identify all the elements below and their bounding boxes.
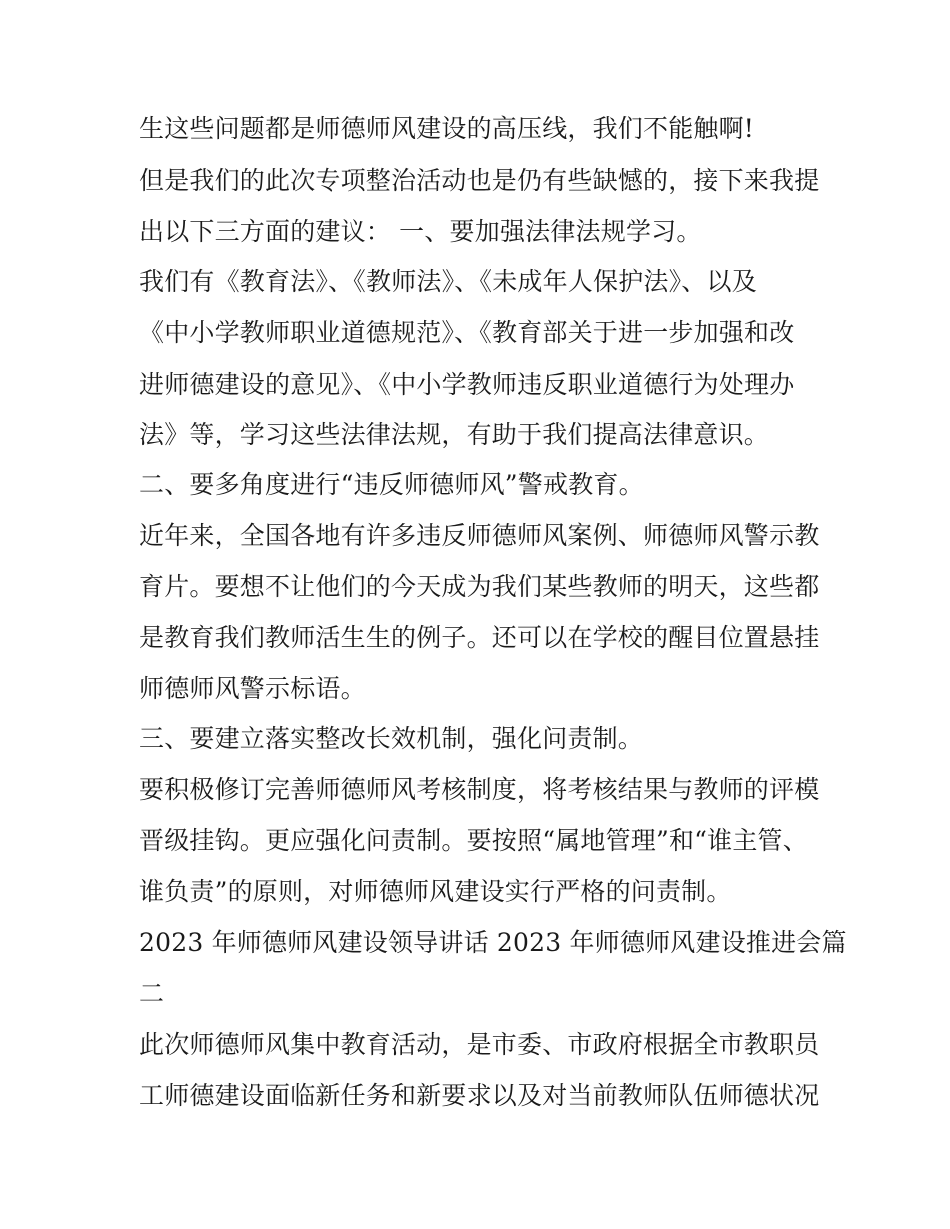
text-line: 进师德建设的意见》、《中小学教师违反职业道德行为处理办	[139, 370, 795, 399]
section-heading: 二、要多角度进行“违反师德师风”警戒教育。	[139, 470, 644, 499]
text-line: 谁负责”的原则，对师德师风建设实行严格的问责制。	[139, 877, 732, 906]
text-line: 2023 年师德师风建设领导讲话 2023 年师德师风建设推进会篇	[139, 928, 847, 957]
text-line: 近年来，全国各地有许多违反师德师风案例、师德师风警示教	[139, 521, 820, 550]
text-line: 晋级挂钩。更应强化问责制。要按照“属地管理”和“谁主管、	[139, 826, 808, 855]
text-line: 工师德建设面临新任务和新要求以及对当前教师队伍师德状况	[139, 1081, 820, 1110]
text-line: 生这些问题都是师德师风建设的高压线，我们不能触啊!	[139, 114, 755, 143]
text-line: 师德师风警示标语。	[139, 674, 366, 703]
text-line: 《中小学教师职业道德规范》、《教育部关于进一步加强和改	[139, 318, 795, 347]
text-line: 但是我们的此次专项整治活动也是仍有些缺憾的，接下来我提	[139, 166, 820, 195]
text-line: 我们有《教育法》、《教师法》、《未成年人保护法》、以及	[139, 267, 757, 296]
section-heading: 三、要建立落实整改长效机制，强化问责制。	[139, 724, 644, 753]
text-line: 此次师德师风集中教育活动，是市委、市政府根据全市教职员	[139, 1030, 820, 1059]
text-line: 育片。要想不让他们的今天成为我们某些教师的明天，这些都	[139, 572, 820, 601]
text-line: 二	[139, 979, 165, 1008]
text-line: 是教育我们教师活生生的例子。还可以在学校的醒目位置悬挂	[139, 623, 820, 652]
text-line: 要积极修订完善师德师风考核制度，将考核结果与教师的评模	[139, 775, 820, 804]
text-line: 法》等，学习这些法律法规，有助于我们提高法律意识。	[139, 420, 770, 449]
text-line: 出以下三方面的建议： 一、要加强法律法规学习。	[139, 217, 702, 246]
